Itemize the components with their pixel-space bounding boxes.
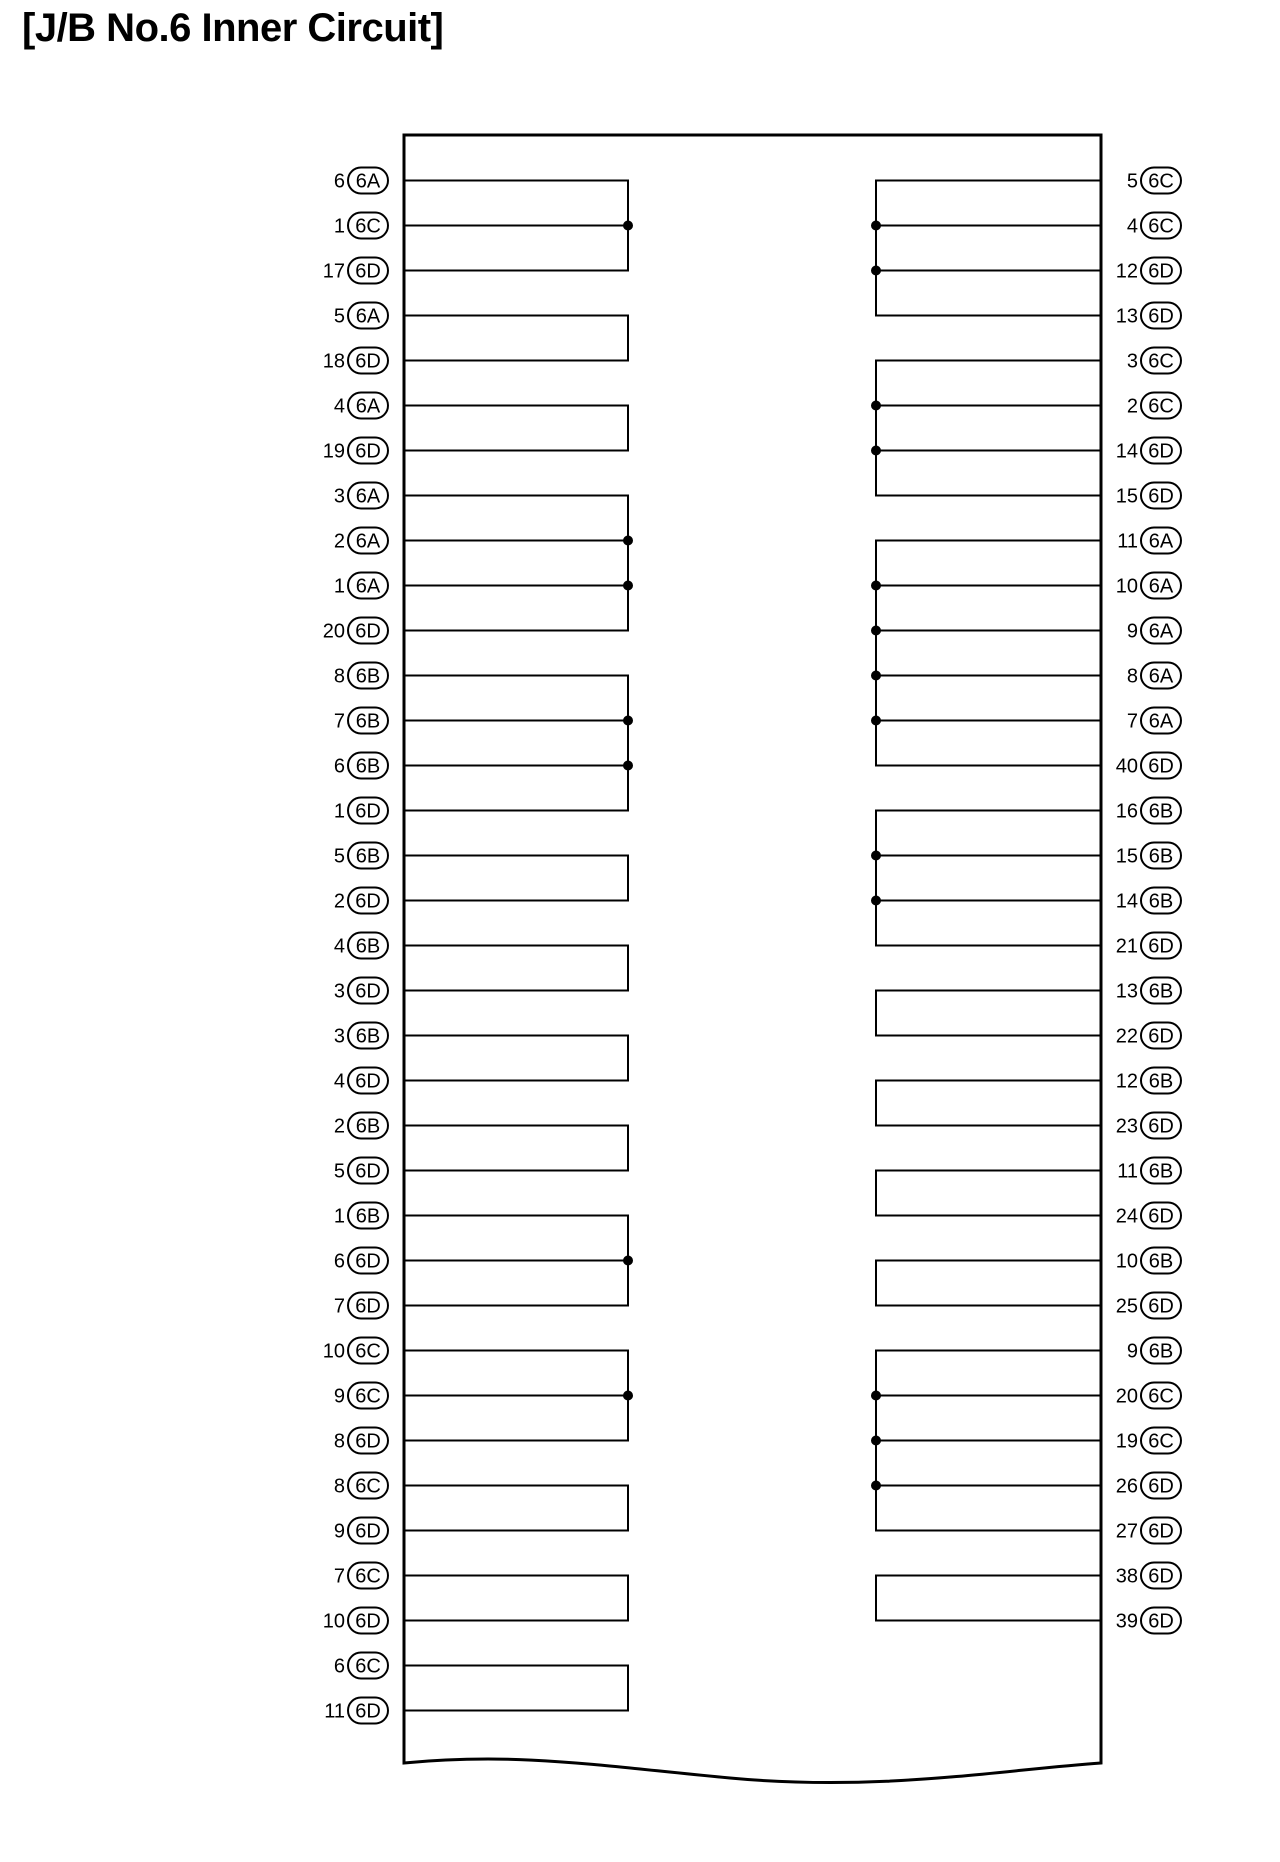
right-connector-id: 6C [1148, 1385, 1174, 1408]
left-connector-id: 6A [355, 530, 381, 553]
left-pin-number: 1 [333, 215, 345, 238]
right-pin-number: 16 [1115, 800, 1138, 823]
right-pin-number: 10 [1115, 575, 1138, 598]
left-junction-dot [623, 536, 633, 546]
right-pin-number: 20 [1115, 1385, 1138, 1408]
left-pin-number: 2 [333, 890, 345, 913]
right-connector-id: 6A [1148, 665, 1174, 688]
right-connector-id: 6D [1148, 485, 1174, 508]
right-connector-id: 6B [1148, 1160, 1174, 1183]
right-pin-number: 2 [1126, 395, 1138, 418]
left-connector-id: 6B [355, 1115, 381, 1138]
left-pin-number: 3 [333, 1025, 345, 1048]
right-connector-id: 6A [1148, 710, 1174, 733]
left-connector-id: 6A [355, 485, 381, 508]
left-junction-dot [623, 1256, 633, 1266]
right-junction-dot [871, 1391, 881, 1401]
left-pin-number: 1 [333, 575, 345, 598]
right-pin-number: 39 [1115, 1610, 1138, 1633]
right-junction-dot [871, 266, 881, 276]
right-pin-number: 11 [1117, 1160, 1138, 1183]
right-junction-dot [871, 1481, 881, 1491]
junction-block-outline [404, 135, 1101, 1783]
left-connector-id: 6A [355, 395, 381, 418]
right-pin-number: 21 [1115, 935, 1138, 958]
left-pin-number: 7 [333, 710, 345, 733]
left-pin-number: 3 [333, 980, 345, 1003]
right-connector-id: 6D [1148, 305, 1174, 328]
right-connector-id: 6B [1148, 1340, 1174, 1363]
right-junction-dot [871, 896, 881, 906]
left-connector-id: 6D [355, 440, 381, 463]
right-connector-id: 6B [1148, 1250, 1174, 1273]
right-connector-id: 6D [1148, 1295, 1174, 1318]
left-pin-number: 4 [333, 395, 345, 418]
left-connector-id: 6D [355, 1520, 381, 1543]
left-pin-number: 4 [333, 935, 345, 958]
page-title: [J/B No.6 Inner Circuit] [22, 6, 444, 50]
right-pin-number: 9 [1126, 620, 1138, 643]
left-connector-id: 6B [355, 665, 381, 688]
left-connector-id: 6B [355, 1025, 381, 1048]
left-connector-id: 6D [355, 260, 381, 283]
left-pin-number: 2 [333, 1115, 345, 1138]
left-pin-number: 11 [324, 1700, 345, 1723]
left-pin-number: 1 [333, 1205, 345, 1228]
left-pin-number: 6 [333, 1655, 345, 1678]
right-connector-id: 6B [1148, 800, 1174, 823]
left-pin-number: 5 [333, 845, 345, 868]
right-connector-id: 6C [1148, 170, 1174, 193]
right-pin-number: 12 [1115, 1070, 1138, 1093]
right-pin-number: 25 [1115, 1295, 1138, 1318]
left-connector-id: 6D [355, 1610, 381, 1633]
right-connector-id: 6B [1148, 890, 1174, 913]
left-pin-number: 6 [333, 755, 345, 778]
right-connector-id: 6D [1148, 1475, 1174, 1498]
right-pin-number: 9 [1126, 1340, 1138, 1363]
right-connector-id: 6B [1148, 980, 1174, 1003]
right-connector-id: 6C [1148, 395, 1174, 418]
left-connector-id: 6D [355, 1700, 381, 1723]
left-connector-id: 6D [355, 1430, 381, 1453]
left-pin-number: 1 [333, 800, 345, 823]
right-junction-dot [871, 446, 881, 456]
right-pin-number: 12 [1115, 260, 1138, 283]
right-connector-id: 6D [1148, 1115, 1174, 1138]
left-pin-number: 17 [322, 260, 345, 283]
right-junction-dot [871, 221, 881, 231]
right-connector-id: 6C [1148, 215, 1174, 238]
left-connector-id: 6A [355, 305, 381, 328]
right-pin-number: 15 [1115, 845, 1138, 868]
right-connector-id: 6B [1148, 845, 1174, 868]
right-pin-number: 7 [1126, 710, 1138, 733]
left-connector-id: 6D [355, 800, 381, 823]
right-connector-id: 6D [1148, 935, 1174, 958]
right-pin-number: 14 [1115, 440, 1138, 463]
left-connector-id: 6B [355, 755, 381, 778]
right-pin-number: 24 [1115, 1205, 1138, 1228]
left-connector-id: 6D [355, 1250, 381, 1273]
left-junction-dot [623, 1391, 633, 1401]
left-terminal-column [323, 168, 633, 1724]
left-connector-id: 6C [355, 1655, 381, 1678]
right-pin-number: 26 [1115, 1475, 1138, 1498]
left-connector-id: 6D [355, 980, 381, 1003]
left-connector-id: 6D [355, 1160, 381, 1183]
left-pin-number: 8 [333, 1475, 345, 1498]
left-connector-id: 6D [355, 1070, 381, 1093]
right-junction-dot [871, 1436, 881, 1446]
left-connector-id: 6C [355, 1385, 381, 1408]
right-pin-number: 38 [1115, 1565, 1138, 1588]
left-pin-number: 6 [333, 1250, 345, 1273]
left-connector-id: 6D [355, 620, 381, 643]
left-junction-dot [623, 581, 633, 591]
right-connector-id: 6D [1148, 1610, 1174, 1633]
left-connector-id: 6B [355, 845, 381, 868]
left-connector-id: 6C [355, 1340, 381, 1363]
right-pin-number: 11 [1117, 530, 1138, 553]
left-pin-number: 8 [333, 1430, 345, 1453]
right-connector-id: 6D [1148, 260, 1174, 283]
right-connector-id: 6D [1148, 1205, 1174, 1228]
left-pin-number: 20 [322, 620, 345, 643]
right-pin-number: 4 [1126, 215, 1138, 238]
left-connector-id: 6B [355, 710, 381, 733]
right-connector-id: 6C [1148, 350, 1174, 373]
left-connector-id: 6D [355, 350, 381, 373]
right-connector-id: 6B [1148, 1070, 1174, 1093]
right-junction-dot [871, 716, 881, 726]
right-pin-number: 5 [1126, 170, 1138, 193]
left-connector-id: 6C [355, 215, 381, 238]
left-pin-number: 10 [322, 1340, 345, 1363]
right-pin-number: 3 [1126, 350, 1138, 373]
left-pin-number: 9 [333, 1520, 345, 1543]
left-connector-id: 6C [355, 1565, 381, 1588]
left-connector-id: 6D [355, 1295, 381, 1318]
left-connector-id: 6C [355, 1475, 381, 1498]
left-pin-number: 9 [333, 1385, 345, 1408]
right-pin-number: 27 [1115, 1520, 1138, 1543]
left-junction-dot [623, 761, 633, 771]
left-pin-number: 5 [333, 305, 345, 328]
left-connector-id: 6B [355, 1205, 381, 1228]
right-connector-id: 6D [1148, 440, 1174, 463]
right-junction-dot [871, 626, 881, 636]
right-pin-number: 10 [1115, 1250, 1138, 1273]
right-connector-id: 6D [1148, 1565, 1174, 1588]
right-connector-id: 6A [1148, 620, 1174, 643]
right-connector-id: 6A [1148, 575, 1174, 598]
left-connector-id: 6A [355, 170, 381, 193]
right-connector-id: 6C [1148, 1430, 1174, 1453]
left-pin-number: 10 [322, 1610, 345, 1633]
right-pin-number: 14 [1115, 890, 1138, 913]
right-junction-dot [871, 401, 881, 411]
right-pin-number: 40 [1115, 755, 1138, 778]
left-connector-id: 6D [355, 890, 381, 913]
left-junction-dot [623, 221, 633, 231]
right-pin-number: 19 [1115, 1430, 1138, 1453]
right-pin-number: 13 [1115, 305, 1138, 328]
left-pin-number: 5 [333, 1160, 345, 1183]
left-pin-number: 8 [333, 665, 345, 688]
left-pin-number: 3 [333, 485, 345, 508]
left-pin-number: 2 [333, 530, 345, 553]
left-pin-number: 7 [333, 1565, 345, 1588]
right-pin-number: 23 [1115, 1115, 1138, 1138]
right-terminal-column [871, 168, 1181, 1634]
right-pin-number: 22 [1115, 1025, 1138, 1048]
right-pin-number: 8 [1126, 665, 1138, 688]
left-pin-number: 19 [322, 440, 345, 463]
left-pin-number: 7 [333, 1295, 345, 1318]
right-junction-dot [871, 671, 881, 681]
right-pin-number: 15 [1115, 485, 1138, 508]
left-connector-id: 6B [355, 935, 381, 958]
right-junction-dot [871, 851, 881, 861]
right-pin-number: 13 [1115, 980, 1138, 1003]
right-junction-dot [871, 581, 881, 591]
right-connector-id: 6A [1148, 530, 1174, 553]
left-pin-number: 18 [322, 350, 345, 373]
right-connector-id: 6D [1148, 1025, 1174, 1048]
left-pin-number: 4 [333, 1070, 345, 1093]
right-connector-id: 6D [1148, 1520, 1174, 1543]
right-connector-id: 6D [1148, 755, 1174, 778]
left-pin-number: 6 [333, 170, 345, 193]
left-junction-dot [623, 716, 633, 726]
left-connector-id: 6A [355, 575, 381, 598]
